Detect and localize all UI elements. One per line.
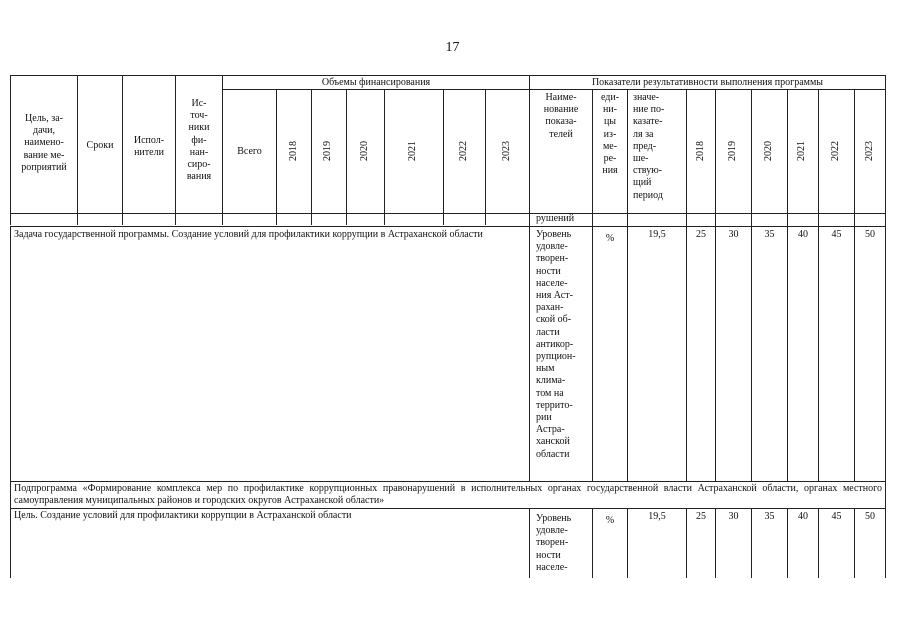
task-indicator-line: ласти (536, 326, 560, 338)
goal-value: 50 (865, 511, 875, 522)
goal-indicator-line: Уровень (536, 513, 572, 524)
task-indicator-line: ния Аст- (536, 290, 573, 302)
header-result-year: 2021 (796, 141, 807, 161)
header-funding-year: 2019 (322, 141, 333, 161)
header-prev-line: щий (633, 177, 652, 189)
header-indicator-line: нование (543, 104, 579, 116)
task-value: 30 (728, 229, 739, 240)
header-executors-line: нители (134, 147, 164, 159)
goal-indicator-line: творен- (536, 537, 569, 549)
subprogram-text: Подпрограмма «Формирование комплекса мер по профилактике коррупционных правонарушений в исполнительных органах государственной власти Астраханской области, органах местного самоуправления муниципальных районов и городских округов Астраханской области» (14, 483, 882, 507)
header-result-year: 2019 (727, 141, 738, 161)
header-funding-year: 2020 (359, 141, 370, 161)
header-prev-line: период (633, 189, 663, 201)
header-funding-year: 2022 (458, 141, 469, 161)
task-value: 25 (696, 229, 706, 240)
task-indicator-line: населе- (536, 277, 568, 289)
header-executors-line: Испол- (133, 135, 165, 146)
table-top-border (10, 75, 885, 76)
table-left-border (10, 481, 11, 508)
table-left-border (10, 226, 11, 481)
col-divider (384, 89, 385, 225)
table-left-border (10, 508, 11, 578)
goal-value: 40 (798, 511, 808, 522)
header-unit-line: ния (602, 165, 618, 177)
task-indicator-line: ской об- (536, 314, 572, 326)
header-goal-line: роприятий (21, 161, 67, 173)
task-indicator-line: рупцион- (536, 351, 576, 363)
header-sources-line: вания (186, 171, 212, 183)
header-result-year: 2018 (695, 141, 706, 161)
header-total: Всего (237, 146, 262, 157)
table-right-border (885, 75, 886, 481)
col-divider (787, 89, 788, 481)
goal-prev-value: 19,5 (648, 511, 666, 522)
header-funding-group: Объемы финансирования (321, 77, 431, 88)
header-goal-line: вание ме- (23, 149, 65, 161)
header-unit (593, 92, 627, 177)
col-divider (627, 89, 628, 481)
header-sources-line: точ- (190, 110, 208, 122)
goal-indicator (536, 513, 589, 574)
goal-value: 35 (764, 511, 775, 522)
header-unit-line: ме- (602, 140, 618, 152)
col-divider (346, 89, 347, 225)
header-sources-line: нан- (189, 146, 209, 158)
header-funding-year: 2018 (288, 141, 299, 161)
header-executors (123, 135, 175, 159)
task-row-bottom-rule (10, 481, 885, 482)
header-prev-line: ля за (633, 128, 654, 140)
task-indicator-line: Астра- (536, 424, 565, 436)
col-divider (276, 89, 277, 225)
header-indicator-line: Наиме- (545, 92, 577, 103)
header-goal (11, 113, 77, 174)
subprogram-row-bottom-rule (10, 508, 885, 509)
table-right-border (885, 481, 886, 508)
col-divider (854, 89, 855, 481)
header-result-year: 2022 (830, 141, 841, 161)
goal-unit: % (605, 515, 615, 526)
col-divider (686, 89, 687, 481)
task-indicator-line: ханской (536, 436, 570, 448)
col-divider (751, 89, 752, 481)
task-indicator-line: творен- (536, 253, 569, 265)
header-results-group: Показатели результативности выполнения программы (591, 77, 824, 88)
table-right-border (885, 508, 886, 578)
task-indicator-line: рии (536, 412, 552, 424)
header-goal-line: Цель, за- (25, 113, 63, 124)
task-indicator-line: ным (536, 363, 555, 375)
task-value: 45 (831, 229, 842, 240)
header-prev-line: ние по- (633, 104, 665, 116)
goal-value: 30 (728, 511, 739, 522)
header-unit-line: ни- (602, 104, 618, 116)
goal-indicator-line: удовле- (536, 525, 568, 537)
header-indicator-line: показа- (545, 116, 577, 128)
header-prev-line: ше- (633, 153, 649, 165)
header-prev-line: казате- (633, 116, 663, 128)
header-sources (176, 98, 222, 183)
task-indicator-line: ности (536, 265, 561, 277)
task-indicator (536, 229, 589, 461)
page-number: 17 (445, 40, 460, 55)
goal-indicator-line: ности (536, 549, 561, 561)
header-prev-line: значе- (633, 92, 660, 103)
task-indicator-line: области (536, 448, 570, 460)
goal-indicator-line: населе- (536, 561, 568, 573)
header-funding-year: 2023 (501, 141, 512, 161)
task-indicator-line: Уровень (536, 229, 572, 240)
col-divider (443, 89, 444, 225)
task-text: Задача государственной программы. Создание условий для профилактики коррупции в Астраханской области (14, 229, 483, 240)
task-value: 35 (764, 229, 775, 240)
header-goal-line: дачи, (32, 125, 55, 137)
task-indicator-line: клима- (536, 375, 566, 387)
header-prev-value (633, 92, 685, 202)
task-prev-value: 19,5 (648, 229, 666, 240)
col-divider (529, 508, 530, 578)
col-divider (485, 89, 486, 225)
header-sources-line: ники (188, 122, 210, 134)
header-funding-year: 2021 (407, 141, 418, 161)
col-divider (715, 89, 716, 481)
header-goal-line: наимено- (24, 137, 64, 149)
header-prev-line: пред- (633, 140, 657, 152)
header-sources-line: Ис- (191, 98, 207, 109)
header-terms: Сроки (86, 140, 114, 151)
task-indicator-line: том на (536, 387, 564, 399)
task-indicator-line: террито- (536, 399, 573, 411)
header-unit-line: цы (603, 116, 617, 128)
header-bottom-rule (10, 213, 885, 214)
header-unit-line: еди- (600, 92, 620, 103)
goal-value: 25 (696, 511, 706, 522)
task-value: 40 (798, 229, 808, 240)
header-sources-line: сиро- (187, 159, 211, 171)
col-divider (818, 89, 819, 481)
goal-value: 45 (831, 511, 842, 522)
goal-text: Цель. Создание условий для профилактики коррупции в Астраханской области (14, 510, 352, 521)
header-unit-line: из- (603, 128, 617, 140)
task-indicator-line: удовле- (536, 241, 568, 253)
header-result-year: 2020 (763, 141, 774, 161)
header-sources-line: фи- (191, 134, 207, 146)
task-indicator-line: антикор- (536, 338, 574, 350)
header-indicator-name (530, 92, 592, 141)
header-prev-line: ствую- (633, 165, 662, 177)
task-indicator-line: рахан- (536, 302, 564, 314)
carryover-row-rule (10, 226, 885, 227)
header-unit-line: ре- (603, 153, 617, 165)
col-divider (311, 89, 312, 225)
task-value: 50 (865, 229, 875, 240)
header-indicator-line: телей (549, 128, 573, 140)
task-unit: % (605, 233, 615, 244)
header-result-year: 2023 (864, 141, 875, 161)
carryover-text: рушений (536, 213, 575, 224)
